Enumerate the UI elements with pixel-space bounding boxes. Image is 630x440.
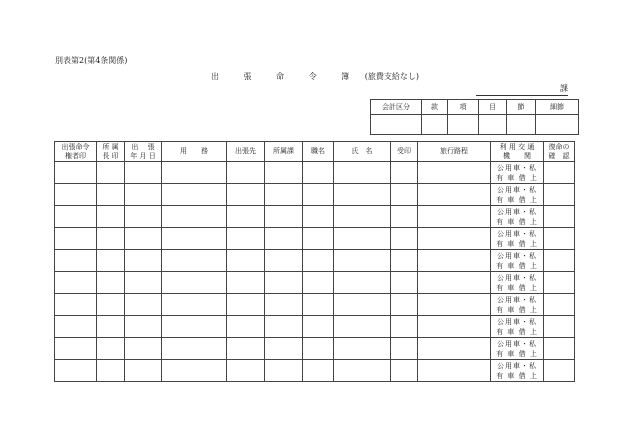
purpose-cell[interactable]	[162, 184, 227, 206]
date-cell[interactable]	[125, 294, 162, 316]
receipt-cell[interactable]	[391, 272, 418, 294]
transport-cell[interactable]	[491, 206, 544, 228]
seal-cell[interactable]	[55, 206, 97, 228]
accounting-value-kan[interactable]	[422, 115, 448, 135]
purpose-cell[interactable]	[162, 228, 227, 250]
transport-option-line2: 有 車 借 上	[496, 239, 538, 248]
job-title-cell[interactable]	[303, 316, 334, 338]
route-cell[interactable]	[418, 360, 491, 382]
job-title-cell[interactable]	[303, 338, 334, 360]
destination-cell[interactable]	[227, 250, 265, 272]
job-title-cell[interactable]	[303, 360, 334, 382]
title-subtitle: (旅費支給なし)	[364, 72, 419, 81]
destination-cell[interactable]	[227, 360, 265, 382]
header-order-authority-seal: 出張命令 権者印	[55, 142, 97, 162]
accounting-header-setsu: 節	[507, 100, 536, 115]
transport-option-line2: 有 車 借 上	[496, 305, 538, 314]
transport-cell[interactable]	[491, 272, 544, 294]
date-cell[interactable]	[125, 316, 162, 338]
transport-option-line2: 有 車 借 上	[496, 283, 538, 292]
section-cell[interactable]	[265, 206, 303, 228]
seal-cell[interactable]	[55, 338, 97, 360]
name-cell[interactable]	[334, 316, 391, 338]
section-cell[interactable]	[265, 184, 303, 206]
purpose-cell[interactable]	[162, 294, 227, 316]
job-title-cell[interactable]	[303, 162, 334, 184]
section-cell[interactable]	[265, 360, 303, 382]
transport-option-line1: 公用車・私	[497, 229, 537, 238]
transport-cell[interactable]	[491, 338, 544, 360]
return-check-cell[interactable]	[544, 316, 575, 338]
receipt-cell[interactable]	[391, 294, 418, 316]
seal-cell[interactable]	[55, 360, 97, 382]
date-cell[interactable]	[125, 228, 162, 250]
job-title-cell[interactable]	[303, 206, 334, 228]
route-cell[interactable]	[418, 316, 491, 338]
table-row	[55, 162, 575, 184]
accounting-value-row	[371, 115, 579, 135]
transport-option-line1: 公用車・私	[497, 295, 537, 304]
name-cell[interactable]	[334, 294, 391, 316]
accounting-table	[370, 99, 579, 135]
seal-cell[interactable]	[55, 162, 97, 184]
return-check-cell[interactable]	[544, 206, 575, 228]
return-check-cell[interactable]	[544, 228, 575, 250]
accounting-header-moku: 目	[479, 100, 507, 115]
table-row	[55, 228, 575, 250]
table-row	[55, 206, 575, 228]
route-cell[interactable]	[418, 184, 491, 206]
table-row	[55, 294, 575, 316]
accounting-header-kaikei: 会計区分	[371, 100, 422, 115]
purpose-cell[interactable]	[162, 316, 227, 338]
transport-cell[interactable]	[491, 184, 544, 206]
route-cell[interactable]	[418, 250, 491, 272]
header-job-title: 職名	[303, 142, 334, 162]
date-cell[interactable]	[125, 272, 162, 294]
seal-cell[interactable]	[55, 228, 97, 250]
receipt-cell[interactable]	[391, 360, 418, 382]
dept-seal-cell[interactable]	[97, 206, 125, 228]
header-return-report-check: 復命の 確 認	[544, 142, 575, 162]
purpose-cell[interactable]	[162, 206, 227, 228]
table-row	[55, 316, 575, 338]
section-cell[interactable]	[265, 250, 303, 272]
route-cell[interactable]	[418, 206, 491, 228]
seal-cell[interactable]	[55, 272, 97, 294]
accounting-value-setsu[interactable]	[507, 115, 536, 135]
transport-cell[interactable]	[491, 228, 544, 250]
appendix-reference: 別表第2(第4条関係)	[55, 56, 128, 65]
job-title-cell[interactable]	[303, 250, 334, 272]
job-title-cell[interactable]	[303, 184, 334, 206]
transport-cell[interactable]	[491, 316, 544, 338]
header-trip-date: 出 張 年 月 日	[125, 142, 162, 162]
seal-cell[interactable]	[55, 184, 97, 206]
transport-option-line2: 有 車 借 上	[496, 349, 538, 358]
receipt-cell[interactable]	[391, 206, 418, 228]
table-row	[55, 250, 575, 272]
receipt-cell[interactable]	[391, 162, 418, 184]
dept-seal-cell[interactable]	[97, 272, 125, 294]
dept-seal-cell[interactable]	[97, 184, 125, 206]
purpose-cell[interactable]	[162, 162, 227, 184]
date-cell[interactable]	[125, 360, 162, 382]
transport-option-line1: 公用車・私	[497, 163, 537, 172]
job-title-cell[interactable]	[303, 228, 334, 250]
route-cell[interactable]	[418, 228, 491, 250]
name-cell[interactable]	[334, 250, 391, 272]
header-transport: 利 用 交 通 機 関	[491, 142, 544, 162]
title-main: 出 張 命 令 簿	[211, 72, 361, 81]
transport-option-line1: 公用車・私	[497, 339, 537, 348]
destination-cell[interactable]	[227, 162, 265, 184]
destination-cell[interactable]	[227, 316, 265, 338]
transport-option-line1: 公用車・私	[497, 207, 537, 216]
accounting-value-kaikei[interactable]	[371, 115, 422, 135]
section-cell[interactable]	[265, 316, 303, 338]
section-cell[interactable]	[265, 272, 303, 294]
transport-option-line2: 有 車 借 上	[496, 195, 538, 204]
date-cell[interactable]	[125, 338, 162, 360]
date-cell[interactable]	[125, 162, 162, 184]
header-travel-route: 旅行路程	[418, 142, 491, 162]
date-cell[interactable]	[125, 206, 162, 228]
transport-option-line2: 有 車 借 上	[496, 217, 538, 226]
destination-cell[interactable]	[227, 228, 265, 250]
destination-cell[interactable]	[227, 184, 265, 206]
header-business-purpose: 用 務	[162, 142, 227, 162]
header-receipt-seal: 受印	[391, 142, 418, 162]
transport-option-line2: 有 車 借 上	[496, 327, 538, 336]
name-cell[interactable]	[334, 162, 391, 184]
route-cell[interactable]	[418, 294, 491, 316]
table-row	[55, 272, 575, 294]
header-department-head-seal: 所 属 長 印	[97, 142, 125, 162]
return-check-cell[interactable]	[544, 294, 575, 316]
destination-cell[interactable]	[227, 272, 265, 294]
section-cell[interactable]	[265, 294, 303, 316]
name-cell[interactable]	[334, 206, 391, 228]
accounting-value-saisetsu[interactable]	[536, 115, 579, 135]
transport-option-line2: 有 車 借 上	[496, 173, 538, 182]
date-cell[interactable]	[125, 184, 162, 206]
dept-seal-cell[interactable]	[97, 316, 125, 338]
department-suffix: 課	[560, 84, 568, 93]
job-title-cell[interactable]	[303, 272, 334, 294]
transport-option-line1: 公用車・私	[497, 361, 537, 370]
seal-cell[interactable]	[55, 316, 97, 338]
return-check-cell[interactable]	[544, 162, 575, 184]
dept-seal-cell[interactable]	[97, 338, 125, 360]
travel-order-register	[54, 141, 575, 382]
transport-option-line1: 公用車・私	[497, 251, 537, 260]
return-check-cell[interactable]	[544, 338, 575, 360]
transport-option-line1: 公用車・私	[497, 273, 537, 282]
receipt-cell[interactable]	[391, 316, 418, 338]
seal-cell[interactable]	[55, 294, 97, 316]
destination-cell[interactable]	[227, 294, 265, 316]
dept-seal-cell[interactable]	[97, 228, 125, 250]
transport-option-line1: 公用車・私	[497, 317, 537, 326]
section-cell[interactable]	[265, 228, 303, 250]
accounting-header-kan: 款	[422, 100, 448, 115]
accounting-value-moku[interactable]	[479, 115, 507, 135]
accounting-header-row	[371, 100, 579, 115]
department-blank-line[interactable]	[476, 84, 568, 96]
transport-option-line1: 公用車・私	[497, 185, 537, 194]
return-check-cell[interactable]	[544, 360, 575, 382]
route-cell[interactable]	[418, 272, 491, 294]
register-body	[55, 162, 575, 382]
job-title-cell[interactable]	[303, 294, 334, 316]
purpose-cell[interactable]	[162, 338, 227, 360]
purpose-cell[interactable]	[162, 360, 227, 382]
table-row	[55, 184, 575, 206]
header-name: 氏 名	[334, 142, 391, 162]
table-row	[55, 360, 575, 382]
dept-seal-cell[interactable]	[97, 162, 125, 184]
accounting-header-saisetsu: 細節	[536, 100, 579, 115]
transport-cell[interactable]	[491, 250, 544, 272]
route-cell[interactable]	[418, 338, 491, 360]
destination-cell[interactable]	[227, 206, 265, 228]
name-cell[interactable]	[334, 360, 391, 382]
transport-option-line2: 有 車 借 上	[496, 261, 538, 270]
receipt-cell[interactable]	[391, 250, 418, 272]
register-header-row	[55, 142, 575, 162]
route-cell[interactable]	[418, 162, 491, 184]
name-cell[interactable]	[334, 228, 391, 250]
header-section: 所属課	[265, 142, 303, 162]
return-check-cell[interactable]	[544, 250, 575, 272]
dept-seal-cell[interactable]	[97, 294, 125, 316]
section-cell[interactable]	[265, 162, 303, 184]
transport-cell[interactable]	[491, 360, 544, 382]
name-cell[interactable]	[334, 338, 391, 360]
dept-seal-cell[interactable]	[97, 360, 125, 382]
destination-cell[interactable]	[227, 338, 265, 360]
date-cell[interactable]	[125, 250, 162, 272]
table-row	[55, 338, 575, 360]
header-destination: 出張先	[227, 142, 265, 162]
document-title	[0, 71, 630, 82]
receipt-cell[interactable]	[391, 228, 418, 250]
transport-cell[interactable]	[491, 294, 544, 316]
purpose-cell[interactable]	[162, 272, 227, 294]
transport-cell[interactable]	[491, 162, 544, 184]
accounting-header-kou: 項	[448, 100, 479, 115]
receipt-cell[interactable]	[391, 184, 418, 206]
purpose-cell[interactable]	[162, 250, 227, 272]
name-cell[interactable]	[334, 184, 391, 206]
seal-cell[interactable]	[55, 250, 97, 272]
transport-option-line2: 有 車 借 上	[496, 371, 538, 380]
dept-seal-cell[interactable]	[97, 250, 125, 272]
name-cell[interactable]	[334, 272, 391, 294]
return-check-cell[interactable]	[544, 272, 575, 294]
return-check-cell[interactable]	[544, 184, 575, 206]
receipt-cell[interactable]	[391, 338, 418, 360]
accounting-value-kou[interactable]	[448, 115, 479, 135]
section-cell[interactable]	[265, 338, 303, 360]
